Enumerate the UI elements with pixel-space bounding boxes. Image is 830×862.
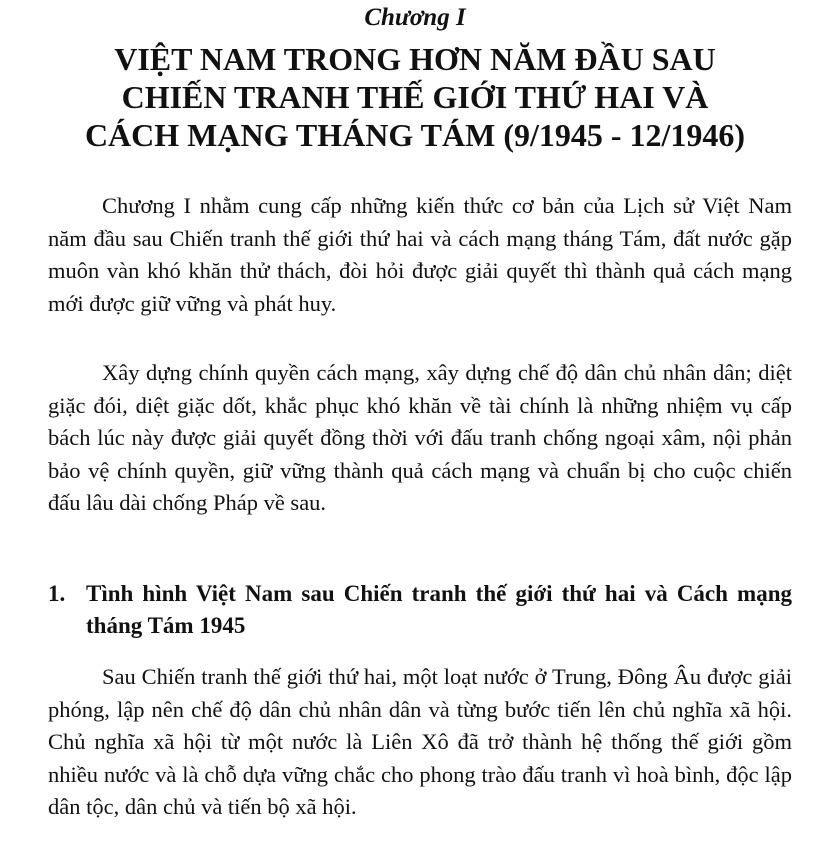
chapter-title-line: VIỆT NAM TRONG HƠN NĂM ĐẦU SAU xyxy=(114,41,716,77)
chapter-label: Chương I xyxy=(364,4,466,31)
chapter-title-line: CHIẾN TRANH THẾ GIỚI THỨ HAI VÀ xyxy=(121,79,709,115)
intro-paragraph: Xây dựng chính quyền cách mạng, xây dựng chế độ dân chủ nhân dân; diệt giặc đói, diệt giặc dốt, khắc phục khó khăn về tài chính là những nhiệm vụ cấp bách lúc này được giải quyết đồng thời với đấu tranh chống ngoại xâm, nội phản bảo vệ chính quyền, giữ vững thành quả cách mạng và chuẩn bị cho cuộc chiến đấu lâu dài chống Pháp về sau. xyxy=(48,360,792,515)
section-heading xyxy=(48,578,792,642)
section-number: 1. xyxy=(48,581,66,606)
chapter-title-line: CÁCH MẠNG THÁNG TÁM (9/1945 - 12/1946) xyxy=(84,117,746,153)
chapter-title xyxy=(30,40,800,154)
section-title: Tình hình Việt Nam sau Chiến tranh thế giới thứ hai và Cách mạng tháng Tám 1945 xyxy=(86,581,792,638)
intro-paragraph: Chương I nhằm cung cấp những kiến thức cơ bản của Lịch sử Việt Nam năm đầu sau Chiến tranh thế giới thứ hai và cách mạng tháng Tám, đất nước gặp muôn vàn khó khăn thử thách, đòi hỏi được giải quyết thì thành quả cách mạng mới được giữ vững và phát huy. xyxy=(48,193,792,316)
section-paragraph: Sau Chiến tranh thế giới thứ hai, một loạt nước ở Trung, Đông Âu được giải phóng, lập nên chế độ dân chủ nhân dân và từng bước tiến lên chủ nghĩa xã hội. Chủ nghĩa xã hội từ một nước là Liên Xô đã trở thành hệ thống thế giới gồm nhiều nước và là chỗ dựa vững chắc cho phong trào đấu tranh vì hoà bình, độc lập dân tộc, dân chủ và tiến bộ xã hội. xyxy=(48,664,792,819)
